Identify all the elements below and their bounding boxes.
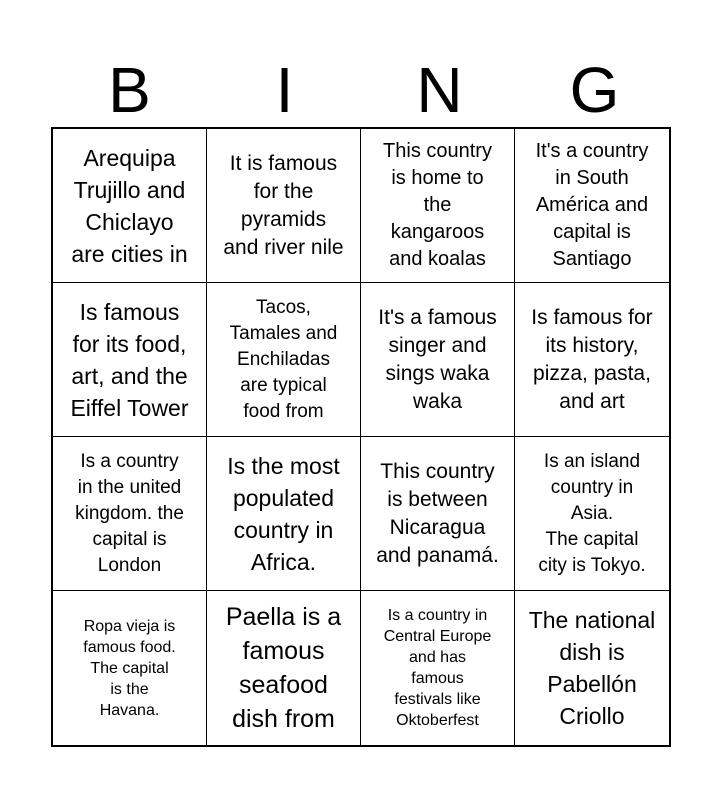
cell-clue-text: Is famous for its food, art, and the Eiffel Tower (70, 298, 189, 421)
cell-clue-text: Is a country in Central Europe and has famous festivals like Oktoberfest (383, 607, 492, 729)
header-letter-i: I (275, 54, 294, 126)
cell-clue-text: Paella is a famous seafood dish from (225, 603, 342, 733)
bingo-cell[interactable] (207, 591, 361, 745)
bingo-cell[interactable] (53, 129, 207, 283)
bingo-cell[interactable] (207, 437, 361, 591)
bingo-cell[interactable] (515, 591, 669, 745)
cell-clue-text: This country is home to the kangaroos and koalas (383, 140, 492, 270)
cell-clue-text: It's a famous singer and sings waka waka (378, 305, 497, 413)
bingo-header (52, 52, 672, 128)
cell-clue-text: This country is between Nicaragua and panamá. (376, 459, 499, 567)
header-letter-n: N (416, 54, 463, 126)
bingo-cell[interactable] (53, 283, 207, 437)
bingo-cell[interactable] (207, 283, 361, 437)
bingo-cell[interactable] (361, 283, 515, 437)
cell-clue-text: Is an island country in Asia. The capital city is Tokyo. (538, 450, 646, 576)
bingo-cell[interactable] (515, 283, 669, 437)
bingo-cell[interactable] (515, 129, 669, 283)
header-letter-b: B (108, 54, 151, 126)
bingo-cell[interactable] (53, 591, 207, 745)
cell-clue-text: Is famous for its history, pizza, pasta, and art (531, 305, 653, 413)
cell-clue-text: Arequipa Trujillo and Chiclayo are cities in (71, 144, 188, 267)
bingo-cell[interactable] (361, 591, 515, 745)
bingo-cell[interactable] (361, 437, 515, 591)
cell-clue-text: It is famous for the pyramids and river nile (223, 151, 344, 259)
bingo-cell[interactable] (361, 129, 515, 283)
bingo-card-grid (51, 127, 671, 747)
bingo-cell[interactable] (53, 437, 207, 591)
cell-clue-text: Is the most populated country in Africa. (227, 452, 340, 575)
cell-clue-text: Tacos, Tamales and Enchiladas are typical food from (229, 296, 338, 422)
cell-clue-text: Ropa vieja is famous food. The capital is the Havana. (83, 617, 176, 719)
cell-clue-text: Is a country in the united kingdom. the capital is London (75, 450, 184, 576)
cell-clue-text: It's a country in South América and capital is Santiago (535, 140, 649, 270)
bingo-cell[interactable] (515, 437, 669, 591)
cell-clue-text: The national dish is Pabellón Criollo (528, 607, 656, 729)
header-letter-g: G (569, 54, 620, 126)
bingo-cell[interactable] (207, 129, 361, 283)
